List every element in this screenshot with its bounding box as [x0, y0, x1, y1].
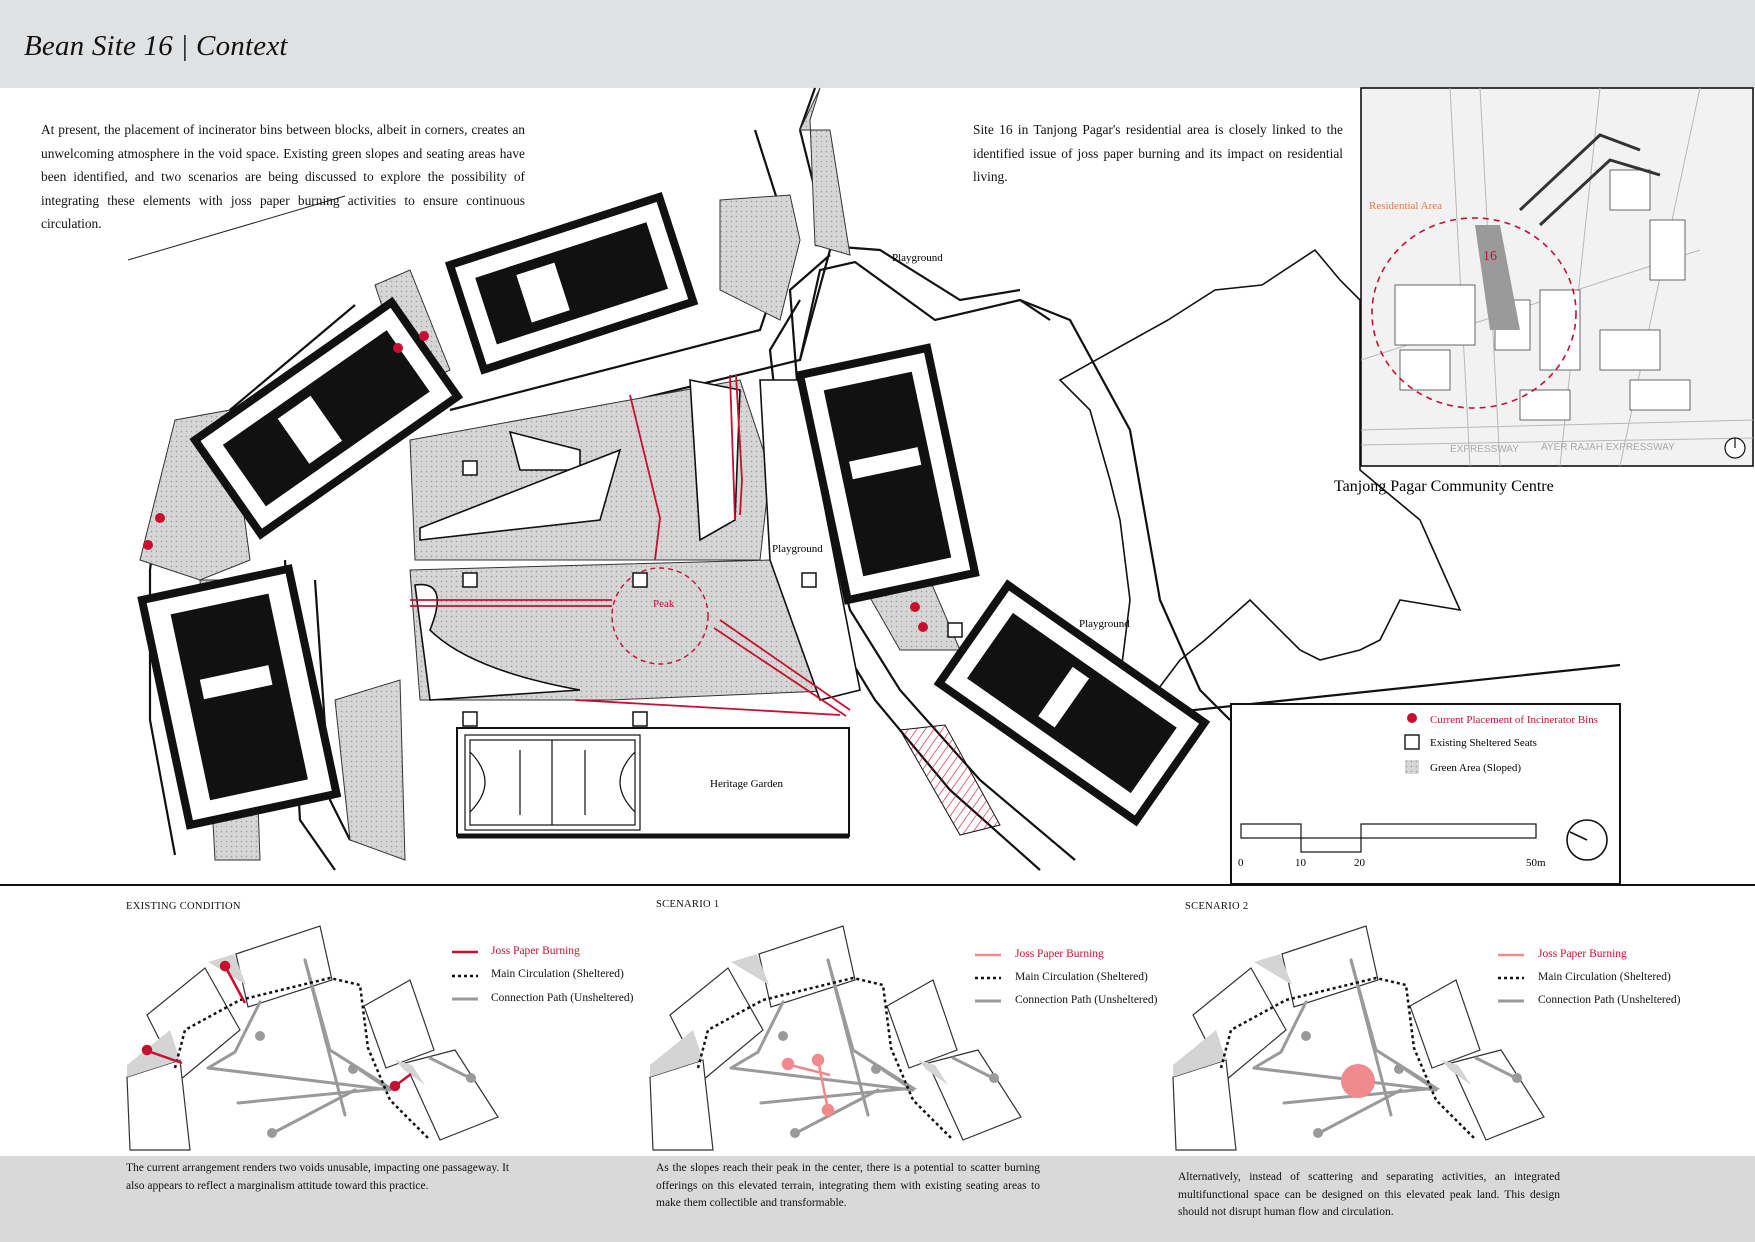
expressway-label: EXPRESSWAY [1450, 444, 1519, 455]
legend-main-existing: Main Circulation (Sheltered) [491, 968, 624, 980]
playground-label-2: Playground [772, 543, 823, 555]
legend-seats-label: Existing Sheltered Seats [1430, 737, 1537, 749]
ayer-rajah-label: AYER RAJAH EXPRESSWAY [1541, 442, 1675, 453]
residential-area-label: Residential Area [1369, 200, 1443, 212]
diagram-scenario-2 [1173, 926, 1544, 1150]
site-number-label: 16 [1483, 249, 1497, 264]
legend-green-label: Green Area (Sloped) [1430, 762, 1522, 774]
legend-joss-scenario-1: Joss Paper Burning [1015, 948, 1104, 960]
scale-0: 0 [1238, 857, 1244, 869]
page-title: Bean Site 16 | Context [24, 30, 288, 62]
scale-50m: 50m [1526, 857, 1546, 869]
legend-joss-scenario-2: Joss Paper Burning [1538, 948, 1627, 960]
legend-connection-scenario-2: Connection Path (Unsheltered) [1538, 994, 1681, 1006]
legend-main-scenario-2: Main Circulation (Sheltered) [1538, 971, 1671, 983]
scale-20: 20 [1354, 857, 1365, 869]
diagram-existing [127, 926, 498, 1150]
integrated-burning-space [1341, 1064, 1375, 1098]
intro-left-text: At present, the placement of incinerator bins between blocks, albeit in corners, creates an unwelcoming atmosphere in the void space. Existing green slopes and seating areas have been identified, and two scenarios are being discussed to explore the possibility of integrating these elements with joss paper burning activities to ensure continuous circulation. [41, 122, 525, 231]
diagram-title-scenario-2: SCENARIO 2 [1185, 901, 1249, 912]
diagram-title-existing: EXISTING CONDITION [126, 901, 241, 912]
playground-label-1: Playground [892, 252, 943, 264]
legend-joss-existing: Joss Paper Burning [491, 945, 580, 957]
caption-scenario-1: As the slopes reach their peak in the center, there is a potential to scatter burning offerings on this elevated terrain, integrating them with existing seating areas to make them collectible and transformable. [656, 1162, 1040, 1210]
heritage-garden-label: Heritage Garden [710, 778, 783, 790]
community-centre-label: Tanjong Pagar Community Centre [1334, 478, 1554, 495]
intro-right-text: Site 16 in Tanjong Pagar's residential area is closely linked to the identified issue of joss paper burning and its impact on residential living. [973, 122, 1343, 184]
scale-10: 10 [1295, 857, 1306, 869]
peak-label: Peak [653, 598, 675, 610]
legend-connection-scenario-1: Connection Path (Unsheltered) [1015, 994, 1158, 1006]
diagram-scenario-1 [650, 926, 1021, 1150]
diagram-title-scenario-1: SCENARIO 1 [656, 899, 720, 910]
legend-connection-existing: Connection Path (Unsheltered) [491, 992, 634, 1004]
legend-bins-label: Current Placement of Incinerator Bins [1430, 714, 1599, 726]
playground-label-3: Playground [1079, 618, 1130, 630]
legend-main-scenario-1: Main Circulation (Sheltered) [1015, 971, 1148, 983]
caption-existing: The current arrangement renders two voids unusable, impacting one passageway. It also appears to reflect a marginalism attitude toward this practice. [126, 1162, 510, 1192]
caption-scenario-2: Alternatively, instead of scattering and separating activities, an integrated multifunctional space can be designed on this elevated peak land. This design should not disrupt human flow and circulation. [1178, 1171, 1560, 1219]
